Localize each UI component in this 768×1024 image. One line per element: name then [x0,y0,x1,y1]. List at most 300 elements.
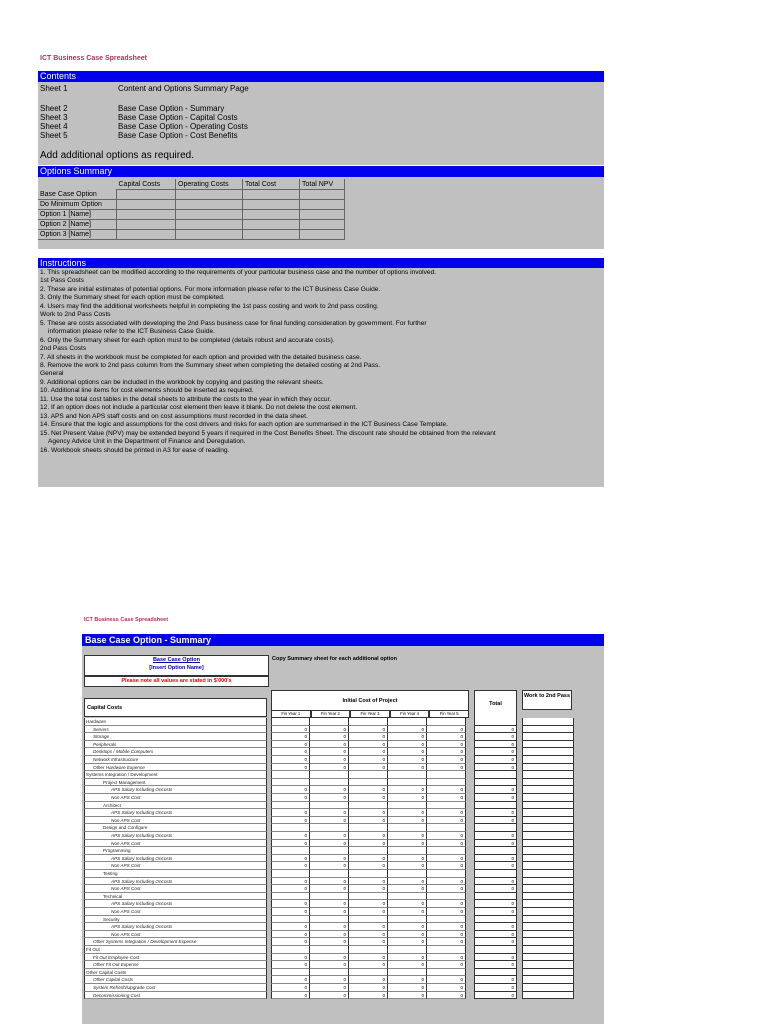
year-value-cell[interactable]: 0 [271,726,310,734]
cost-row-label: Desktops / Mobile Computers [84,748,267,756]
year-value-cell[interactable]: 0 [349,900,388,908]
year-value-cell[interactable]: 0 [388,764,427,772]
year-value-cell[interactable]: 0 [310,976,349,984]
cost-row-cells [271,992,466,1000]
year-value-cell[interactable]: 0 [349,961,388,969]
work-to-2nd-pass-cell[interactable] [522,802,574,810]
sheet-description: Base Case Option - Operating Costs [118,122,248,131]
work-to-2nd-pass-cell[interactable] [522,900,574,908]
cost-row [84,817,604,825]
cost-row-cells [271,824,466,832]
year-value-cell[interactable]: 0 [427,764,466,772]
year-value-cell[interactable]: 0 [388,809,427,817]
option-value-cell[interactable] [176,230,243,240]
work-to-2nd-pass-cell[interactable] [522,931,574,939]
year-value-cell[interactable] [310,870,349,878]
year-value-cell[interactable] [427,969,466,977]
year-value-cell[interactable]: 0 [388,976,427,984]
year-value-cell[interactable]: 0 [310,726,349,734]
year-value-cell[interactable]: 0 [427,748,466,756]
year-value-cell[interactable]: 0 [310,756,349,764]
total-cell [474,779,517,787]
year-value-cell[interactable]: 0 [349,756,388,764]
year-value-cell[interactable]: 0 [349,764,388,772]
year-value-cell[interactable]: 0 [349,794,388,802]
year-value-cell[interactable]: 0 [388,885,427,893]
total-header: Total [474,690,517,719]
work-to-2nd-pass-cell[interactable] [522,893,574,901]
year-value-cell[interactable]: 0 [388,954,427,962]
year-value-cell[interactable]: 0 [388,794,427,802]
cost-row-label: APS Salary Including Oncosts [84,832,267,840]
year-value-cell[interactable]: 0 [427,992,466,1000]
year-value-cell[interactable]: 0 [349,923,388,931]
year-value-cell[interactable] [271,779,310,787]
year-value-cell[interactable]: 0 [310,878,349,886]
year-value-cell[interactable] [310,946,349,954]
year-value-cell[interactable]: 0 [388,726,427,734]
year-value-cell[interactable] [427,870,466,878]
year-value-cell[interactable]: 0 [388,741,427,749]
work-to-2nd-pass-cell[interactable] [522,748,574,756]
year-value-cell[interactable]: 0 [310,885,349,893]
sheet-description: Content and Options Summary Page [118,84,249,93]
year-value-cell[interactable]: 0 [310,786,349,794]
cost-row [84,794,604,802]
cost-row-label: APS Salary Including Oncosts [84,878,267,886]
cost-row-cells [271,779,466,787]
option-value-cell[interactable] [300,210,345,220]
year-value-cell[interactable] [388,718,427,726]
year-value-cell[interactable] [427,718,466,726]
option-value-cell[interactable] [117,220,176,230]
year-value-cell[interactable] [349,847,388,855]
work-to-2nd-pass-cell[interactable] [522,976,574,984]
year-value-cell[interactable]: 0 [349,855,388,863]
year-value-cell[interactable]: 0 [349,748,388,756]
year-value-cell[interactable]: 0 [427,954,466,962]
year-value-cell[interactable]: 0 [427,984,466,992]
year-value-cell[interactable] [349,893,388,901]
year-value-cell[interactable]: 0 [388,931,427,939]
cost-row-label: Network Infrastructure [84,756,267,764]
year-value-cell[interactable]: 0 [388,900,427,908]
year-value-cell[interactable]: 0 [271,862,310,870]
cost-row-cells [271,900,466,908]
year-value-cell[interactable]: 0 [349,726,388,734]
work-to-2nd-pass-cell[interactable] [522,824,574,832]
year-value-cell[interactable]: 0 [271,984,310,992]
year-value-cell[interactable]: 0 [310,931,349,939]
year-value-cell[interactable]: 0 [349,741,388,749]
year-value-cell[interactable] [310,771,349,779]
instruction-line: General [40,370,64,378]
year-value-cell[interactable] [271,916,310,924]
year-value-cell[interactable] [349,718,388,726]
summary-sheet [82,646,604,1024]
year-value-cell[interactable]: 0 [271,733,310,741]
year-value-cell[interactable]: 0 [388,840,427,848]
year-value-cell[interactable] [388,946,427,954]
year-value-cell[interactable] [271,824,310,832]
total-cell: 0 [474,954,517,962]
cost-row-label: Non APS Cost [84,817,267,825]
work-to-2nd-pass-cell[interactable] [522,946,574,954]
year-value-cell[interactable]: 0 [427,817,466,825]
year-value-cell[interactable]: 0 [310,809,349,817]
year-value-cell[interactable] [427,893,466,901]
year-value-cell[interactable]: 0 [349,954,388,962]
work-to-2nd-pass-cell[interactable] [522,756,574,764]
year-value-cell[interactable] [427,916,466,924]
cost-row [84,840,604,848]
year-value-cell[interactable]: 0 [388,878,427,886]
year-value-cell[interactable]: 0 [349,809,388,817]
year-value-cell[interactable]: 0 [388,862,427,870]
option-value-cell[interactable] [300,200,345,210]
year-value-cell[interactable] [388,870,427,878]
year-value-cell[interactable] [427,824,466,832]
work-to-2nd-pass-cell[interactable] [522,862,574,870]
year-value-cell[interactable]: 0 [349,908,388,916]
cost-row-label: Security [84,916,267,924]
year-value-cell[interactable]: 0 [310,840,349,848]
cost-row-cells [271,733,466,741]
cost-row [84,855,604,863]
year-value-cell[interactable]: 0 [349,885,388,893]
work-to-2nd-pass-cell[interactable] [522,992,574,1000]
cost-row-cells [271,771,466,779]
work-to-2nd-pass-cell[interactable] [522,916,574,924]
year-value-cell[interactable]: 0 [427,855,466,863]
year-value-cell[interactable] [427,779,466,787]
year-value-cell[interactable]: 0 [388,961,427,969]
work-to-2nd-pass-cell[interactable] [522,847,574,855]
year-value-cell[interactable]: 0 [388,908,427,916]
year-value-cell[interactable]: 0 [271,954,310,962]
option-value-cell[interactable] [176,220,243,230]
year-value-cell[interactable] [427,946,466,954]
year-value-cell[interactable] [271,969,310,977]
work-to-2nd-pass-cell[interactable] [522,870,574,878]
year-value-cell[interactable] [349,969,388,977]
year-value-cell[interactable]: 0 [271,992,310,1000]
year-value-cell[interactable]: 0 [388,938,427,946]
option-name-cell: Do Minimum Option [38,200,117,210]
work-to-2nd-pass-cell[interactable] [522,878,574,886]
work-to-2nd-pass-cell[interactable] [522,840,574,848]
cost-row-label: Other Fit Out Expense [84,961,267,969]
total-cell: 0 [474,931,517,939]
year-value-cell[interactable] [271,771,310,779]
year-value-cell[interactable]: 0 [271,756,310,764]
year-value-cell[interactable] [271,893,310,901]
options-header-row [38,179,345,190]
year-value-cell[interactable] [349,771,388,779]
year-value-cell[interactable]: 0 [271,908,310,916]
year-value-cell[interactable]: 0 [310,938,349,946]
year-value-cell[interactable]: 0 [349,840,388,848]
year-value-cell[interactable]: 0 [271,817,310,825]
cost-row-cells [271,954,466,962]
year-value-cell[interactable]: 0 [271,840,310,848]
cost-row-cells [271,946,466,954]
cost-row [84,976,604,984]
cost-row-cells [271,756,466,764]
year-value-cell[interactable] [271,802,310,810]
year-value-cell[interactable]: 0 [427,908,466,916]
year-value-cell[interactable]: 0 [310,832,349,840]
sheet-number: Sheet 3 [40,113,68,122]
year-value-cell[interactable] [310,779,349,787]
option-value-cell[interactable] [176,190,243,200]
year-value-cell[interactable]: 0 [271,748,310,756]
year-value-cell[interactable]: 0 [310,984,349,992]
option-name: Base Case Option [152,657,201,663]
year-value-cell[interactable]: 0 [271,764,310,772]
year-value-cell[interactable]: 0 [349,832,388,840]
work-to-2nd-pass-cell[interactable] [522,984,574,992]
work-to-2nd-pass-cell[interactable] [522,855,574,863]
year-value-cell[interactable]: 0 [349,976,388,984]
work-to-2nd-pass-cell[interactable] [522,817,574,825]
year-value-cell[interactable] [427,802,466,810]
year-value-cell[interactable]: 0 [427,726,466,734]
year-value-cell[interactable] [310,824,349,832]
work-to-2nd-pass-cell[interactable] [522,771,574,779]
total-cell [474,946,517,954]
option-value-cell[interactable] [300,190,345,200]
cost-row-cells [271,931,466,939]
year-value-cell[interactable]: 0 [310,961,349,969]
option-value-cell[interactable] [176,200,243,210]
work-to-2nd-pass-cell[interactable] [522,954,574,962]
values-note: Please note all values are stated in $'000's [84,676,269,687]
work-to-2nd-pass-cell[interactable] [522,726,574,734]
year-value-cell[interactable] [271,946,310,954]
option-value-cell[interactable] [176,210,243,220]
option-value-cell[interactable] [117,200,176,210]
option-value-cell[interactable] [243,230,300,240]
work-to-2nd-pass-cell[interactable] [522,794,574,802]
year-value-cell[interactable]: 0 [310,741,349,749]
year-value-cell[interactable] [310,718,349,726]
year-value-cell[interactable]: 0 [427,809,466,817]
year-value-cell[interactable] [310,847,349,855]
work-to-2nd-pass-cell[interactable] [522,938,574,946]
year-value-cell[interactable] [271,847,310,855]
year-value-cell[interactable] [388,771,427,779]
year-value-cell[interactable]: 0 [388,923,427,931]
year-value-cell[interactable]: 0 [427,938,466,946]
year-value-cell[interactable]: 0 [427,840,466,848]
year-value-cell[interactable]: 0 [427,885,466,893]
year-value-cell[interactable]: 0 [271,794,310,802]
year-value-cell[interactable] [349,779,388,787]
work-to-2nd-pass-cell[interactable] [522,908,574,916]
year-value-cell[interactable] [271,718,310,726]
cost-row [84,923,604,931]
year-value-cell[interactable]: 0 [271,900,310,908]
cost-row-cells [271,870,466,878]
year-value-cell[interactable]: 0 [271,832,310,840]
year-value-cell[interactable]: 0 [388,748,427,756]
year-value-cell[interactable]: 0 [388,786,427,794]
year-value-cell[interactable] [349,916,388,924]
cost-row-label: Non APS Cost [84,931,267,939]
cost-row [84,832,604,840]
year-value-cell[interactable]: 0 [310,855,349,863]
year-value-cell[interactable]: 0 [310,733,349,741]
year-value-cell[interactable]: 0 [349,992,388,1000]
year-value-cell[interactable] [427,771,466,779]
option-name-cell: Base Case Option [38,190,117,200]
cost-row [84,771,604,779]
year-value-cell[interactable]: 0 [310,954,349,962]
option-name-cell: Option 1 [Name] [38,210,117,220]
work-to-2nd-pass-cell[interactable] [522,969,574,977]
work-to-2nd-pass-cell[interactable] [522,741,574,749]
year-value-cell[interactable]: 0 [310,817,349,825]
year-value-cell[interactable]: 0 [427,832,466,840]
work-to-2nd-pass-cell[interactable] [522,764,574,772]
year-value-cell[interactable]: 0 [271,961,310,969]
year-value-cell[interactable] [388,779,427,787]
year-value-cell[interactable]: 0 [427,786,466,794]
year-value-cell[interactable]: 0 [388,756,427,764]
year-value-cell[interactable]: 0 [427,976,466,984]
year-value-cell[interactable]: 0 [388,832,427,840]
option-value-cell[interactable] [117,190,176,200]
option-value-cell[interactable] [300,220,345,230]
year-value-cell[interactable]: 0 [349,862,388,870]
year-value-cell[interactable]: 0 [388,984,427,992]
year-value-cell[interactable]: 0 [427,741,466,749]
year-value-cell[interactable]: 0 [388,817,427,825]
work-to-2nd-pass-cell[interactable] [522,832,574,840]
year-value-cell[interactable]: 0 [310,748,349,756]
year-value-cell[interactable]: 0 [310,764,349,772]
year-value-cell[interactable]: 0 [427,900,466,908]
option-value-cell[interactable] [243,220,300,230]
total-cell: 0 [474,817,517,825]
year-value-cell[interactable]: 0 [310,862,349,870]
cost-row-cells [271,847,466,855]
cost-row [84,748,604,756]
cost-row-cells [271,976,466,984]
cost-row-label: Other Capital Costs [84,969,267,977]
year-value-cell[interactable] [349,870,388,878]
year-value-cell[interactable] [388,824,427,832]
work-to-2nd-pass-cell[interactable] [522,718,574,726]
year-value-cell[interactable] [349,946,388,954]
year-value-cell[interactable]: 0 [310,908,349,916]
total-cell: 0 [474,786,517,794]
year-value-cell[interactable] [388,916,427,924]
year-value-cell[interactable]: 0 [349,733,388,741]
year-value-cell[interactable]: 0 [349,931,388,939]
cost-row-label: Architect [84,802,267,810]
year-value-cell[interactable]: 0 [349,938,388,946]
year-value-cell[interactable] [310,916,349,924]
year-value-cell[interactable]: 0 [427,733,466,741]
year-value-cell[interactable]: 0 [271,855,310,863]
year-value-cell[interactable] [388,847,427,855]
document-title: ICT Business Case Spreadsheet [40,55,147,62]
year-value-cell[interactable]: 0 [271,976,310,984]
year-value-cell[interactable]: 0 [427,794,466,802]
cost-row-cells [271,840,466,848]
option-value-cell[interactable] [117,210,176,220]
year-value-cell[interactable]: 0 [271,741,310,749]
year-value-cell[interactable] [388,802,427,810]
year-value-cell[interactable] [349,802,388,810]
work-to-2nd-pass-cell[interactable] [522,923,574,931]
year-value-cell[interactable]: 0 [349,984,388,992]
year-value-cell[interactable]: 0 [427,961,466,969]
work-to-2nd-pass-cell[interactable] [522,961,574,969]
year-value-cell[interactable]: 0 [271,931,310,939]
year-value-cell[interactable] [310,893,349,901]
year-value-cell[interactable]: 0 [349,817,388,825]
year-value-cell[interactable]: 0 [427,923,466,931]
year-value-cell[interactable]: 0 [271,885,310,893]
work-to-2nd-pass-cell[interactable] [522,786,574,794]
year-value-cell[interactable]: 0 [388,992,427,1000]
year-value-cell[interactable]: 0 [271,923,310,931]
option-value-cell[interactable] [300,230,345,240]
work-to-2nd-pass-cell[interactable] [522,809,574,817]
year-value-cell[interactable] [271,870,310,878]
total-cell: 0 [474,840,517,848]
year-value-cell[interactable] [388,969,427,977]
cost-row-cells [271,923,466,931]
option-name-box[interactable] [84,655,269,676]
year-value-cell[interactable]: 0 [271,878,310,886]
total-cell: 0 [474,992,517,1000]
year-value-cell[interactable]: 0 [310,900,349,908]
year-value-cell[interactable] [310,802,349,810]
work-to-2nd-pass-cell[interactable] [522,779,574,787]
year-value-cell[interactable]: 0 [310,794,349,802]
option-value-cell[interactable] [243,200,300,210]
option-value-cell[interactable] [243,210,300,220]
year-value-cell[interactable] [427,847,466,855]
year-value-cell[interactable] [388,893,427,901]
year-value-cell[interactable]: 0 [349,878,388,886]
cost-row-label: Non APS Cost [84,885,267,893]
year-value-cell[interactable]: 0 [310,923,349,931]
year-value-cell[interactable]: 0 [427,931,466,939]
year-value-cell[interactable]: 0 [427,756,466,764]
work-to-2nd-pass-cell[interactable] [522,733,574,741]
work-to-2nd-pass-cell[interactable] [522,885,574,893]
year-value-cell[interactable]: 0 [271,809,310,817]
year-value-cell[interactable]: 0 [271,786,310,794]
option-value-cell[interactable] [117,230,176,240]
year-value-cell[interactable]: 0 [310,992,349,1000]
year-value-cell[interactable]: 0 [388,733,427,741]
total-cell: 0 [474,984,517,992]
option-value-cell[interactable] [243,190,300,200]
year-value-cell[interactable]: 0 [427,862,466,870]
year-value-cell[interactable]: 0 [427,878,466,886]
year-value-cell[interactable]: 0 [388,855,427,863]
year-value-cell[interactable]: 0 [349,786,388,794]
year-value-cell[interactable] [349,824,388,832]
year-value-cell[interactable] [310,969,349,977]
year-value-cell[interactable]: 0 [271,938,310,946]
